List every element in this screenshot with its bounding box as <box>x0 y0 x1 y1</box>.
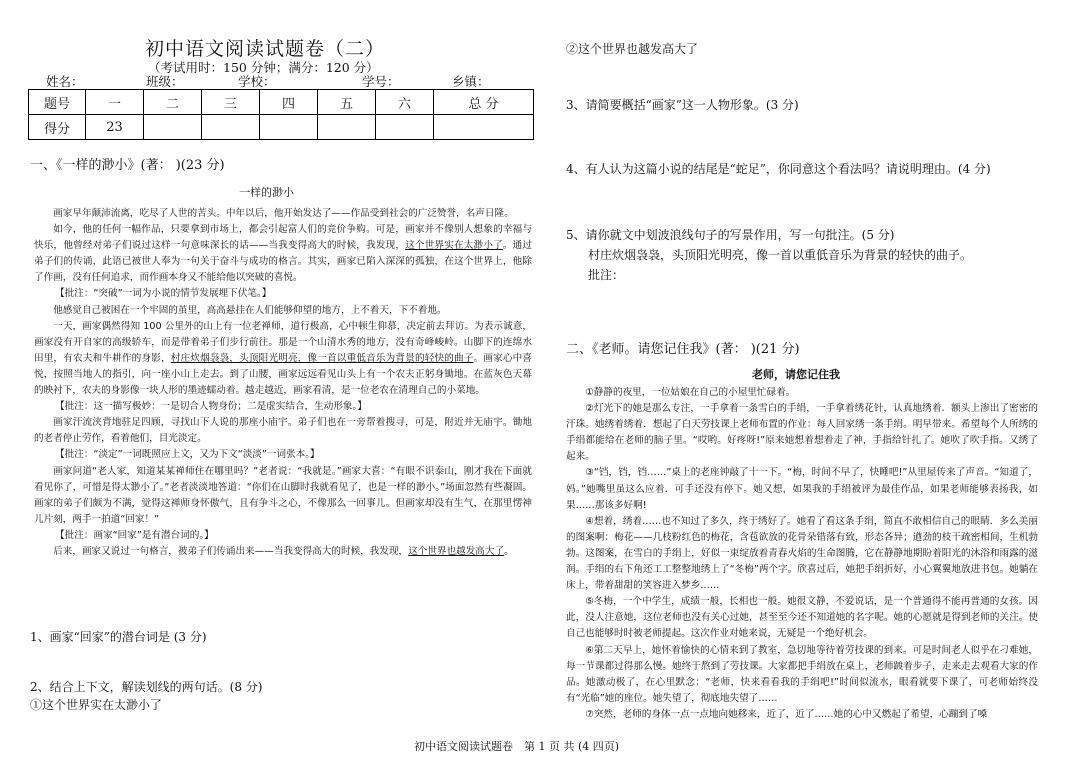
annotation-note: 【批注：“淡定”一词既照应上文，又为下文“淡淡”一词张本。】 <box>55 449 320 461</box>
annotation-note: 【批注：“突破”一词为小说的情节发展埋下伏笔。】 <box>55 288 272 300</box>
story1-paragraph: 画家汗流浃背地驻足四顾，寻找山下人说的那座小庙宇。弟子们也在一旁帮着搜寻，可是，附近并无庙宇。锄地的老者停止劳作，看着他们，目光淡定。 <box>34 417 532 445</box>
story2-body <box>566 385 1038 723</box>
question-2: 2、结合上下文，解读划线的两句话。(8 分) <box>30 680 263 694</box>
paragraph-text: 。通过弟子们的传诵，此语已被世人奉为一句关于奋斗与成功的格言。其实，画家已陷入深深的孤独，在这个世界上，他除了作画，没有任何追求，而作画本身又不能给他以突破的喜悦。 <box>34 240 533 284</box>
paragraph-text: 一天，画家偶然得知 100 公里外的山上有一位老禅师，道行极高，心中顿生仰慕，决定前去拜访。为表示诚意，画家没有开自家的高级轿车，而是带着弟子们步行前往。那是一个山清水秀的地方，没有奇峰峻岭。山脚下的连绵水田里，有农夫和牛耕作的身影， <box>34 320 532 364</box>
header-cell: 总 分 <box>434 90 534 115</box>
township-field[interactable]: 乡镇： <box>452 74 490 89</box>
header-cell: 一 <box>86 90 144 115</box>
score-cell[interactable] <box>434 115 534 140</box>
score-cell[interactable] <box>202 115 260 140</box>
score-table-score-row <box>29 115 534 140</box>
question-5: 5、请你就文中划波浪线句子的写景作用，写一句批注。(5 分) <box>566 228 895 242</box>
section2-heading: 二、《老师。请您记住我》(著： )(21 分) <box>566 342 800 357</box>
story1-paragraph <box>34 222 532 286</box>
story1-paragraph: 画家问道“老人家，知道某某禅师住在哪里吗？”老者说：“我就是。”画家大喜：“有眼不识泰山，刚才我在下面就看见你了，可惜是得太渺小了。”老者淡淡地答道：“你们在山脚时我就看见了，也是一样的渺小。”场面忽然有些凝固。画家的弟子们颇为不满，觉得这禅师身怀傲气，且有争斗之心，不像那么一回事儿。但画家却没有生气，在那里愣神儿片刻，两手一拍道“回家！” <box>34 465 532 525</box>
question-5-quote: 村庄炊烟袅袅，头顶阳光明亮，像一首以重低音乐为背景的轻快的曲子。 <box>588 248 973 262</box>
header-cell: 四 <box>260 90 318 115</box>
header-cell: 二 <box>144 90 202 115</box>
story1-paragraph <box>34 544 532 560</box>
exam-subtitle: （考试用时：150 分钟；满分：120 分） <box>148 60 379 75</box>
score-cell[interactable] <box>376 115 434 140</box>
story2-paragraph: ①静静的夜里，一位姑娘在自己的小屋里忙碌着。 <box>585 387 796 398</box>
exam-title: 初中语文阅读试题卷（二） <box>145 38 386 60</box>
question-3: 3、请简要概括“画家”这一人物形象。(3 分) <box>566 98 799 112</box>
paragraph-text: 后来，画家又说过一句格言，被弟子们传诵出来——当我变得高大的时候，我发现， <box>53 545 409 557</box>
header-cell: 题号 <box>29 90 86 115</box>
story2-title: 老师，请您记住我 <box>752 368 840 381</box>
paragraph-text: 如今，他的任何一幅作品，只要拿到市场上，都会引起富人们的竞价争购。可是，画家并不像别人想象的幸福与快乐，他曾经对弟子们说过这样一句意味深长的话——当我变得高大的时候，我发现， <box>34 224 532 252</box>
score-table <box>28 89 534 140</box>
name-field[interactable]: 姓名： <box>46 74 84 89</box>
annotation-label: 批注： <box>588 268 625 282</box>
score-cell[interactable] <box>318 115 376 140</box>
question-2-part-2: ②这个世界也越发高大了 <box>566 42 699 56</box>
score-table-header-row <box>29 90 534 115</box>
score-cell[interactable]: 23 <box>86 115 144 140</box>
story2-paragraph: ③“铛，铛，铛……”桌上的老座钟敲了十一下。“梅，时间不早了，快睡吧!”从里屋传来了声音。“知道了，妈。”她嘴里虽这么应着．可手还没有停下。她又想，如果我的手绢被评为最佳作品，如果老师能够表扬我，如果……那该多好啊! <box>566 467 1038 511</box>
score-row-label: 得分 <box>29 115 86 140</box>
story1-title: 一样的渺小 <box>239 186 294 199</box>
underlined-sentence-1: 这个世界实在太渺小了 <box>405 240 503 252</box>
score-cell[interactable] <box>144 115 202 140</box>
paragraph-text: 。画家心中喜悦，按照当地人的指引，向一座小山上走去。到了山腰，画家远远看见山头上有一个农夫正躬身锄地。在蓝灰色天幕的映衬下，农夫的身影像一块人形的墨迹蠕动着。越走越近，画家看清，是一位老农在清理自己的小菜地。 <box>34 352 533 397</box>
story2-paragraph: ⑤冬梅，一个中学生，成绩一般，长相也一般。她很文静，不爱说话，是一个普通得不能再普通的女孩。因此，没人注意她，这位老师也没有关心过她，甚至至今还不知道她的名字呢。她的心愿就是得到老师的关注。使自己也能够时时被老师提起。这次作业对她来说，无疑是一个绝好机会。 <box>566 596 1038 640</box>
paragraph-text: 。 <box>504 545 514 557</box>
question-1: 1、画家“回家”的潜台词是 (3 分) <box>30 630 207 644</box>
annotation-note: 【批注：画家“回家”是有潜台词的。】 <box>55 529 214 541</box>
story2-paragraph: ②灯光下的她是那么专注，一手拿着一条雪白的手绢，一手拿着绣花针，认真地绣着．额头上渗出了密密的汗珠。她绣着绣着．想起了白天劳技课上老师布置的作业：每人回家绣一条手绢。明早带来。希望每个人所绣的手绢都能给在老师的脑子里。“哎哟。好疼呀!”原来她想着想着走了神，手指给针扎了。她吹了吹手指。又绣了起来。 <box>566 403 1038 463</box>
story2-paragraph: ⑦突然，老师的身体一点一点地向她移来，近了，近了……她的心中又燃起了希望，心蹦到了嗓 <box>585 708 988 720</box>
section1-heading: 一、《一样的渺小》(著： )(23 分) <box>30 158 225 173</box>
underlined-sentence-2: 这个世界也越发高大了 <box>408 545 505 557</box>
score-cell[interactable] <box>260 115 318 140</box>
header-cell: 五 <box>318 90 376 115</box>
question-4: 4、有人认为这篇小说的结尾是“蛇足”，你同意这个看法吗？请说明理由。(4 分) <box>566 162 991 176</box>
wavy-underlined-sentence: 村庄炊烟袅袅，头顶阳光明亮，像一首以重低音乐为背景的轻快的曲子 <box>170 352 474 364</box>
story2-paragraph: ⑥第二天早上，她怀着愉快的心情来到了教室，急切地等待着劳技课的到来。可是时间老人似乎在刁难她，每一节课都过得那么慢。她终于熬到了劳技课。大家都把手绢放在桌上，老师踱着步子，走来走去观看大家的作品。她激动极了，在心里默念：“老师，快来看看我的手绢吧!”时间似流水，眼看就要下课了，可老师始终没有“光临”她的座位。她失望了，彻底地失望了…… <box>566 644 1038 704</box>
student-id-field[interactable]: 学号： <box>362 74 400 89</box>
header-cell: 六 <box>376 90 434 115</box>
story1-body <box>34 206 532 560</box>
page-footer: 初中语文阅读试题卷 第 1 页 共 (4 四页) <box>414 740 620 753</box>
header-cell: 三 <box>202 90 260 115</box>
question-2-part-1: ①这个世界实在太渺小了 <box>30 698 163 712</box>
story1-paragraph: 画家早年颠沛流离，吃尽了人世的苦头。中年以后，他开始发达了——作品受到社会的广泛赞誉，名声日隆。 <box>53 208 514 219</box>
story2-paragraph: ④想着，绣着……也不知过了多久，终于绣好了。她看了看这条手绢，简直不敢相信自己的眼睛．多么美丽的图案啊：梅花——几枝粉红色的梅花，含苞欲放的花骨朵错落有致，形态各异；遒劲的枝干疏密相间，生机勃勃。这图案，在雪白的手绢上，好似一束绽放着青春火焰的生命图腾，它在静静地期盼着阳光的沐浴和雨露的滋润。手绢的右下角还工工整整地绣上了“冬梅”两个字。欣喜过后，她把手绢折好，小心翼翼地放进书包。她躺在床上，带着甜甜的笑容进入梦乡…… <box>566 515 1038 592</box>
school-field[interactable]: 学校： <box>238 74 276 89</box>
class-field[interactable]: 班级： <box>146 74 184 89</box>
annotation-note: 【批注：这一描写极妙：一是切合人物身份；二是虚实结合，生动形象。】 <box>55 401 367 413</box>
story1-paragraph <box>34 319 532 399</box>
story1-paragraph: 他感觉自己被困在一个牢固的茧里，高高悬挂在人们能够仰望的地方，上不着天，下不着地。 <box>53 304 447 316</box>
